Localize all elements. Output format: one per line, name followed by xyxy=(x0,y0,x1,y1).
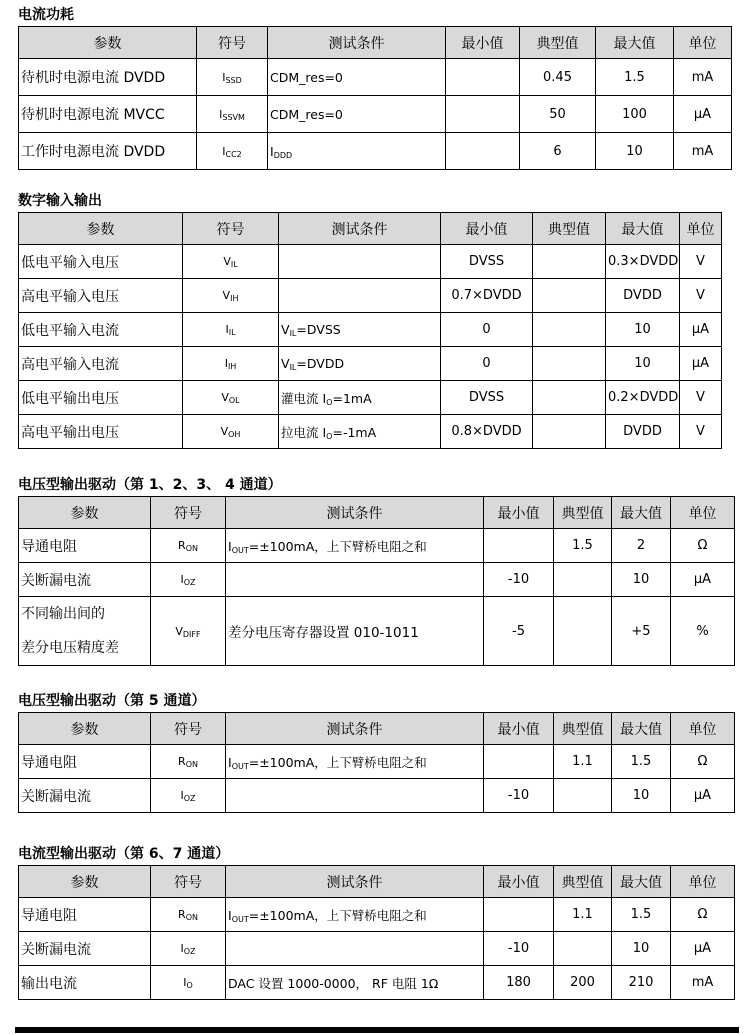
cell-symbol: $I_{SSD}$ xyxy=(197,59,268,96)
cell-param: 导通电阻 xyxy=(19,898,151,932)
section-voltage-driver-ch5 xyxy=(18,690,735,813)
cell-min: -10 xyxy=(484,779,554,813)
cell-symbol: $V_{IH}$ xyxy=(183,279,279,313)
section-title: 电压型输出驱动（第 5 通道） xyxy=(18,693,206,709)
spec-table xyxy=(18,496,735,666)
cell-param: 低电平输出电压 xyxy=(19,381,183,415)
cell-min: 180 xyxy=(484,966,554,1000)
cell-symbol: $I_{IH}$ xyxy=(183,347,279,381)
cell-condition: 灌电流 $I_O=1mA$ xyxy=(279,381,441,415)
header-min: 最小值 xyxy=(446,27,520,59)
header-typ: 典型值 xyxy=(554,866,612,898)
table-row xyxy=(19,966,735,1000)
table-header-row xyxy=(19,27,732,59)
header-condition: 测试条件 xyxy=(279,213,441,245)
cell-unit: μA xyxy=(671,779,735,813)
cell-max: 1.5 xyxy=(612,898,671,932)
cell-condition: $I_{OUT}=\pm 100mA$，上下臂桥电阻之和 xyxy=(226,898,484,932)
section-title: 电流型输出驱动（第 6、7 通道） xyxy=(18,846,230,862)
cell-typ: 50 xyxy=(520,96,596,133)
cell-max: DVDD xyxy=(606,415,680,449)
cell-typ xyxy=(554,779,612,813)
section-digital-io xyxy=(18,190,722,449)
cell-unit: V xyxy=(680,381,722,415)
cell-param: 待机时电源电流 DVDD xyxy=(19,59,197,96)
cell-typ xyxy=(533,279,606,313)
header-symbol: 符号 xyxy=(151,713,226,745)
cell-unit: μA xyxy=(674,96,732,133)
table-header-row xyxy=(19,213,722,245)
section-current-consumption xyxy=(18,4,732,170)
header-min: 最小值 xyxy=(484,497,554,529)
header-min: 最小值 xyxy=(484,866,554,898)
cell-typ: 6 xyxy=(520,133,596,170)
header-min: 最小值 xyxy=(441,213,533,245)
cell-symbol: $I_{OZ}$ xyxy=(151,779,226,813)
table-row xyxy=(19,313,722,347)
header-symbol: 符号 xyxy=(183,213,279,245)
section-title: 电压型输出驱动（第 1、2、3、 4 通道） xyxy=(18,477,282,493)
cell-typ xyxy=(533,381,606,415)
table-row xyxy=(19,381,722,415)
cell-min xyxy=(446,59,520,96)
cell-min xyxy=(446,96,520,133)
table-row xyxy=(19,279,722,313)
cell-param: 导通电阻 xyxy=(19,745,151,779)
cell-param: 输出电流 xyxy=(19,966,151,1000)
cell-max: 10 xyxy=(612,563,671,597)
cell-min: 0 xyxy=(441,347,533,381)
spec-table xyxy=(18,865,735,1000)
header-max: 最大值 xyxy=(606,213,680,245)
cell-min xyxy=(446,133,520,170)
cell-max: 10 xyxy=(612,779,671,813)
cell-unit: μA xyxy=(680,347,722,381)
cell-symbol: $R_{ON}$ xyxy=(151,745,226,779)
header-max: 最大值 xyxy=(612,713,671,745)
cell-condition xyxy=(279,245,441,279)
cell-min xyxy=(484,529,554,563)
cell-max: 10 xyxy=(606,313,680,347)
cell-unit: V xyxy=(680,415,722,449)
spec-table xyxy=(18,712,735,813)
header-unit: 单位 xyxy=(674,27,732,59)
spec-table xyxy=(18,26,732,170)
cell-symbol: $V_{IL}$ xyxy=(183,245,279,279)
table-header-row xyxy=(19,713,735,745)
table-row xyxy=(19,529,735,563)
cell-condition: DAC 设置 1000-0000， RF 电阻 1Ω xyxy=(226,966,484,1000)
cell-max: 10 xyxy=(596,133,674,170)
cell-max: 210 xyxy=(612,966,671,1000)
section-current-driver-ch6-7 xyxy=(18,843,735,1000)
cell-symbol: $I_O$ xyxy=(151,966,226,1000)
cell-symbol: $I_{IL}$ xyxy=(183,313,279,347)
cell-min: -10 xyxy=(484,563,554,597)
header-param: 参数 xyxy=(19,213,183,245)
cell-unit: Ω xyxy=(671,898,735,932)
cell-max: DVDD xyxy=(606,279,680,313)
cell-symbol: $I_{CC2}$ xyxy=(197,133,268,170)
cell-symbol: $I_{OZ}$ xyxy=(151,932,226,966)
cell-unit: mA xyxy=(674,59,732,96)
header-max: 最大值 xyxy=(612,866,671,898)
table-row xyxy=(19,779,735,813)
section-voltage-driver-ch1-4 xyxy=(18,474,735,666)
header-param: 参数 xyxy=(19,713,151,745)
cell-max: 2 xyxy=(612,529,671,563)
header-typ: 典型值 xyxy=(520,27,596,59)
cell-param: 关断漏电流 xyxy=(19,779,151,813)
cell-unit: mA xyxy=(674,133,732,170)
table-row xyxy=(19,597,735,666)
cell-typ xyxy=(554,597,612,666)
table-row xyxy=(19,59,732,96)
cell-unit: Ω xyxy=(671,745,735,779)
cell-typ: 0.45 xyxy=(520,59,596,96)
cell-max: 0.2×DVDD xyxy=(606,381,680,415)
table-row xyxy=(19,415,722,449)
cell-max: 10 xyxy=(612,932,671,966)
table-row xyxy=(19,133,732,170)
cell-param: 关断漏电流 xyxy=(19,932,151,966)
cell-min: 0 xyxy=(441,313,533,347)
header-typ: 典型值 xyxy=(533,213,606,245)
cell-condition xyxy=(226,932,484,966)
header-condition: 测试条件 xyxy=(226,713,484,745)
header-unit: 单位 xyxy=(671,497,735,529)
cell-condition xyxy=(226,779,484,813)
cell-unit: μA xyxy=(680,313,722,347)
header-unit: 单位 xyxy=(680,213,722,245)
bottom-divider xyxy=(15,1027,739,1033)
cell-condition: $I_{DDD}$ xyxy=(268,133,446,170)
header-min: 最小值 xyxy=(484,713,554,745)
cell-min: 0.7×DVDD xyxy=(441,279,533,313)
cell-param: 导通电阻 xyxy=(19,529,151,563)
cell-param: 工作时电源电流 DVDD xyxy=(19,133,197,170)
cell-condition: $V_{IL}=DVSS$ xyxy=(279,313,441,347)
header-max: 最大值 xyxy=(612,497,671,529)
cell-unit: mA xyxy=(671,966,735,1000)
header-unit: 单位 xyxy=(671,866,735,898)
cell-typ: 1.1 xyxy=(554,898,612,932)
cell-min: DVSS xyxy=(441,245,533,279)
cell-typ xyxy=(533,415,606,449)
cell-min: 0.8×DVDD xyxy=(441,415,533,449)
cell-unit: V xyxy=(680,279,722,313)
header-max: 最大值 xyxy=(596,27,674,59)
cell-condition: 差分电压寄存器设置 010-1011 xyxy=(226,597,484,666)
cell-unit: Ω xyxy=(671,529,735,563)
cell-typ xyxy=(533,347,606,381)
table-row xyxy=(19,898,735,932)
cell-max: 0.3×DVDD xyxy=(606,245,680,279)
cell-typ xyxy=(533,245,606,279)
cell-param: 待机时电源电流 MVCC xyxy=(19,96,197,133)
table-header-row xyxy=(19,497,735,529)
header-param: 参数 xyxy=(19,497,151,529)
cell-typ: 1.5 xyxy=(554,529,612,563)
cell-max: 100 xyxy=(596,96,674,133)
table-row xyxy=(19,96,732,133)
cell-param: 高电平输出电压 xyxy=(19,415,183,449)
cell-symbol: $I_{SSVM}$ xyxy=(197,96,268,133)
cell-unit: μA xyxy=(671,932,735,966)
cell-symbol: $V_{OH}$ xyxy=(183,415,279,449)
cell-max: 1.5 xyxy=(612,745,671,779)
table-header-row xyxy=(19,866,735,898)
cell-param: 低电平输入电压 xyxy=(19,245,183,279)
cell-symbol: $I_{OZ}$ xyxy=(151,563,226,597)
cell-min: DVSS xyxy=(441,381,533,415)
section-title: 数字输入输出 xyxy=(18,193,102,209)
section-title: 电流功耗 xyxy=(18,7,74,23)
header-condition: 测试条件 xyxy=(226,497,484,529)
cell-typ: 1.1 xyxy=(554,745,612,779)
cell-symbol: $R_{ON}$ xyxy=(151,529,226,563)
cell-symbol: $R_{ON}$ xyxy=(151,898,226,932)
cell-typ xyxy=(533,313,606,347)
cell-max: 1.5 xyxy=(596,59,674,96)
cell-param: 高电平输入电流 xyxy=(19,347,183,381)
cell-typ xyxy=(554,932,612,966)
cell-param: 关断漏电流 xyxy=(19,563,151,597)
table-row xyxy=(19,563,735,597)
cell-min xyxy=(484,898,554,932)
cell-max: +5 xyxy=(612,597,671,666)
cell-param: 高电平输入电压 xyxy=(19,279,183,313)
header-symbol: 符号 xyxy=(151,497,226,529)
cell-symbol: $V_{OL}$ xyxy=(183,381,279,415)
table-row xyxy=(19,245,722,279)
header-condition: 测试条件 xyxy=(226,866,484,898)
cell-condition: 拉电流 $I_O=-1mA$ xyxy=(279,415,441,449)
header-condition: 测试条件 xyxy=(268,27,446,59)
cell-condition: CDM_res=0 xyxy=(268,59,446,96)
cell-condition: CDM_res=0 xyxy=(268,96,446,133)
cell-condition xyxy=(279,279,441,313)
cell-min xyxy=(484,745,554,779)
cell-typ: 200 xyxy=(554,966,612,1000)
cell-min: -5 xyxy=(484,597,554,666)
table-row xyxy=(19,932,735,966)
header-symbol: 符号 xyxy=(197,27,268,59)
cell-unit: % xyxy=(671,597,735,666)
header-symbol: 符号 xyxy=(151,866,226,898)
cell-condition: $I_{OUT}=\pm 100mA$，上下臂桥电阻之和 xyxy=(226,529,484,563)
cell-typ xyxy=(554,563,612,597)
cell-max: 10 xyxy=(606,347,680,381)
table-row xyxy=(19,347,722,381)
cell-param: 低电平输入电流 xyxy=(19,313,183,347)
header-param: 参数 xyxy=(19,27,197,59)
cell-condition: $I_{OUT}=\pm 100mA$，上下臂桥电阻之和 xyxy=(226,745,484,779)
cell-min: -10 xyxy=(484,932,554,966)
table-row xyxy=(19,745,735,779)
header-typ: 典型值 xyxy=(554,713,612,745)
cell-unit: V xyxy=(680,245,722,279)
header-unit: 单位 xyxy=(671,713,735,745)
cell-condition xyxy=(226,563,484,597)
cell-param: 不同输出间的 差分电压精度差 xyxy=(19,597,151,666)
cell-symbol: $V_{DIFF}$ xyxy=(151,597,226,666)
cell-unit: μA xyxy=(671,563,735,597)
cell-condition: $V_{IL}=DVDD$ xyxy=(279,347,441,381)
spec-table xyxy=(18,212,722,449)
header-typ: 典型值 xyxy=(554,497,612,529)
header-param: 参数 xyxy=(19,866,151,898)
